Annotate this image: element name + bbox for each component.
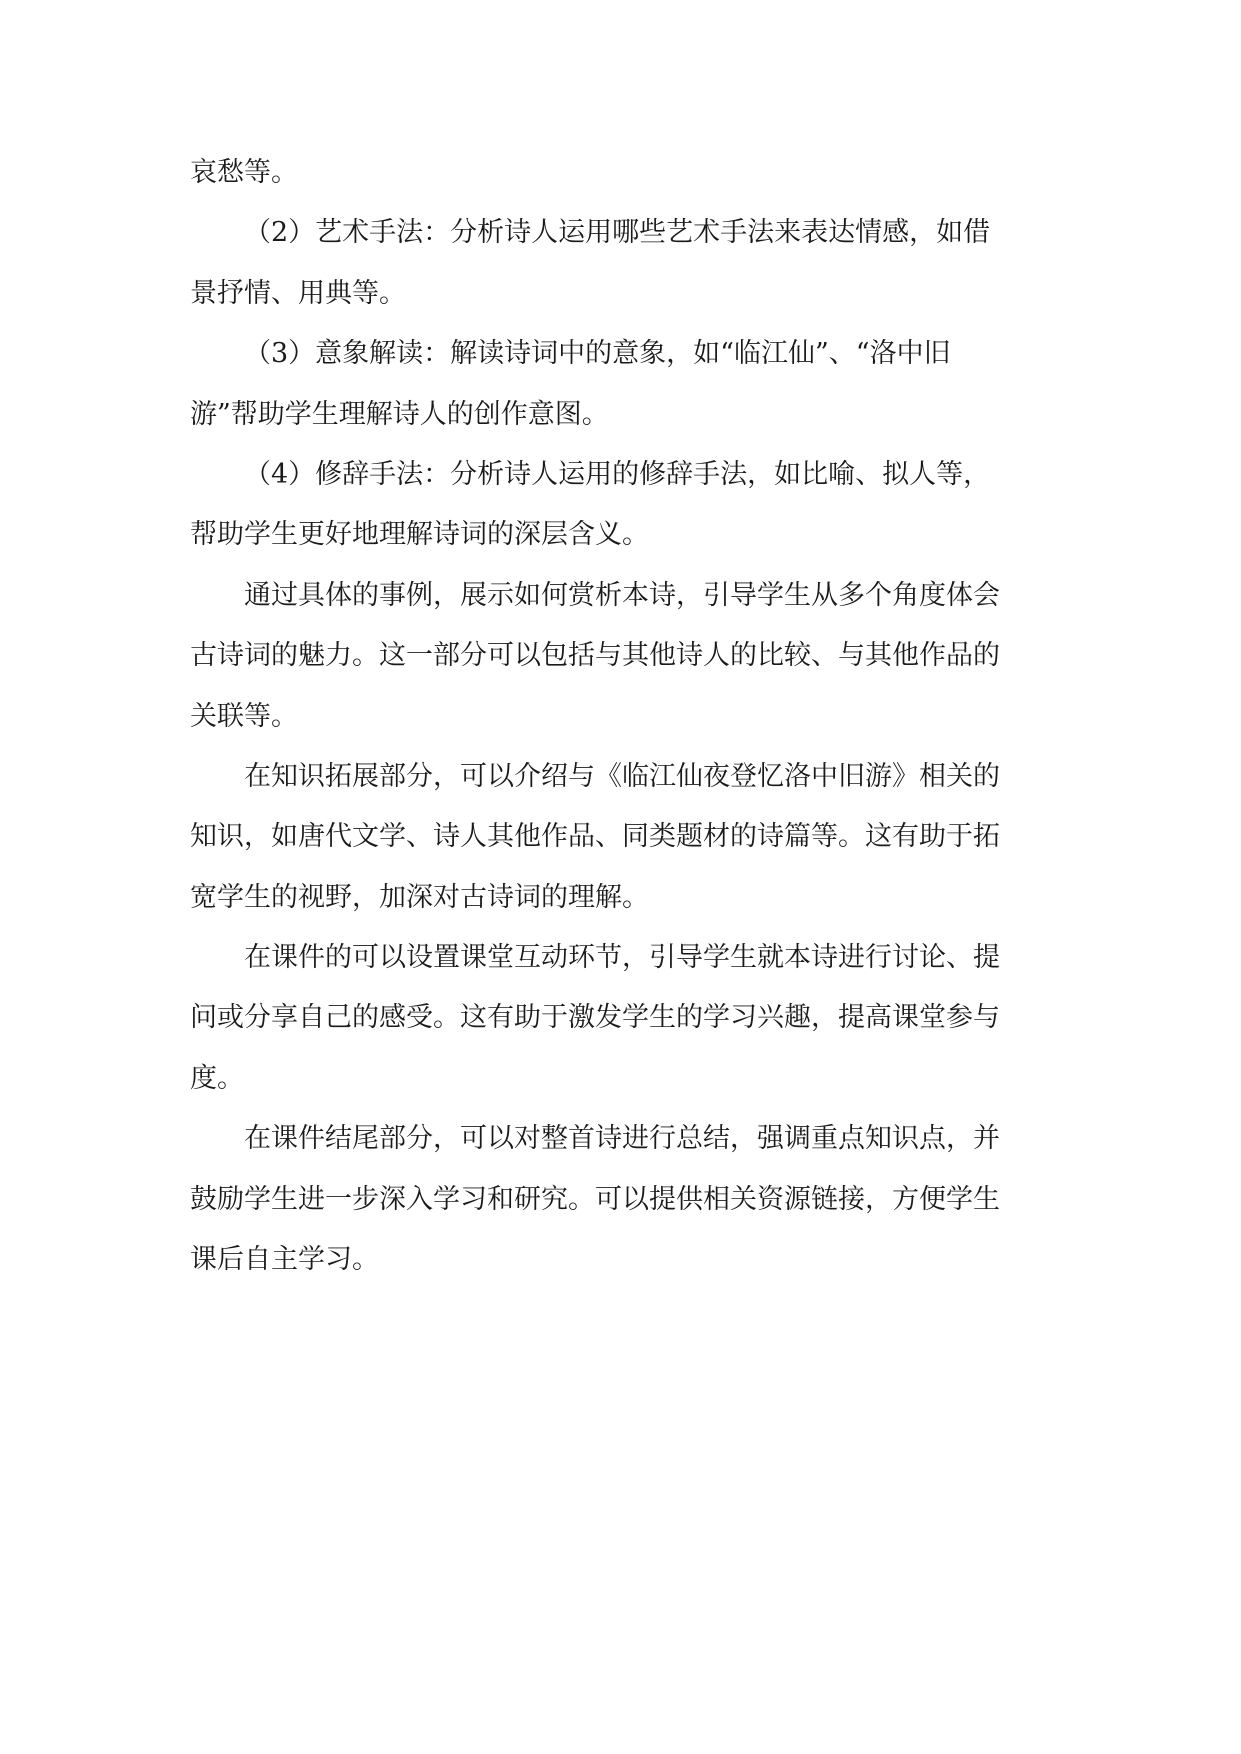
text-line: 关联等。 xyxy=(190,700,298,732)
text-line: 在课件结尾部分，可以对整首诗进行总结，强调重点知识点，并 xyxy=(244,1123,1000,1155)
text-line: 知识，如唐代文学、诗人其他作品、同类题材的诗篇等。这有助于拓 xyxy=(190,821,1000,853)
text-line: 度。 xyxy=(190,1062,244,1094)
text-line: 在课件的可以设置课堂互动环节，引导学生就本诗进行讨论、提 xyxy=(244,942,1000,974)
text-line: 游”帮助学生理解诗人的创作意图。 xyxy=(190,398,609,430)
document-body xyxy=(190,143,1060,1290)
text-line: 鼓励学生进一步深入学习和研究。可以提供相关资源链接，方便学生 xyxy=(190,1183,1000,1215)
text-line: 在知识拓展部分，可以介绍与《临江仙夜登忆洛中旧游》相关的 xyxy=(244,760,1000,792)
text-line: 宽学生的视野，加深对古诗词的理解。 xyxy=(190,881,649,913)
text-line: （2）艺术手法：分析诗人运用哪些艺术手法来表达情感，如借 xyxy=(244,217,991,249)
text-line: 通过具体的事例，展示如何赏析本诗，引导学生从多个角度体会 xyxy=(244,579,1000,611)
text-line: 景抒情、用典等。 xyxy=(190,277,406,309)
text-line: 古诗词的魅力。这一部分可以包括与其他诗人的比较、与其他作品的 xyxy=(190,640,1000,672)
text-line: 帮助学生更好地理解诗词的深层含义。 xyxy=(190,519,649,551)
text-line: 哀愁等。 xyxy=(190,157,298,188)
text-line: （4）修辞手法：分析诗人运用的修辞手法，如比喻、拟人等， xyxy=(244,458,991,490)
text-line: 课后自主学习。 xyxy=(190,1244,379,1276)
text-line: （3）意象解读：解读诗词中的意象，如“临江仙”、“洛中旧 xyxy=(244,338,951,370)
text-line: 问或分享自己的感受。这有助于激发学生的学习兴趣，提高课堂参与 xyxy=(190,1002,1000,1034)
